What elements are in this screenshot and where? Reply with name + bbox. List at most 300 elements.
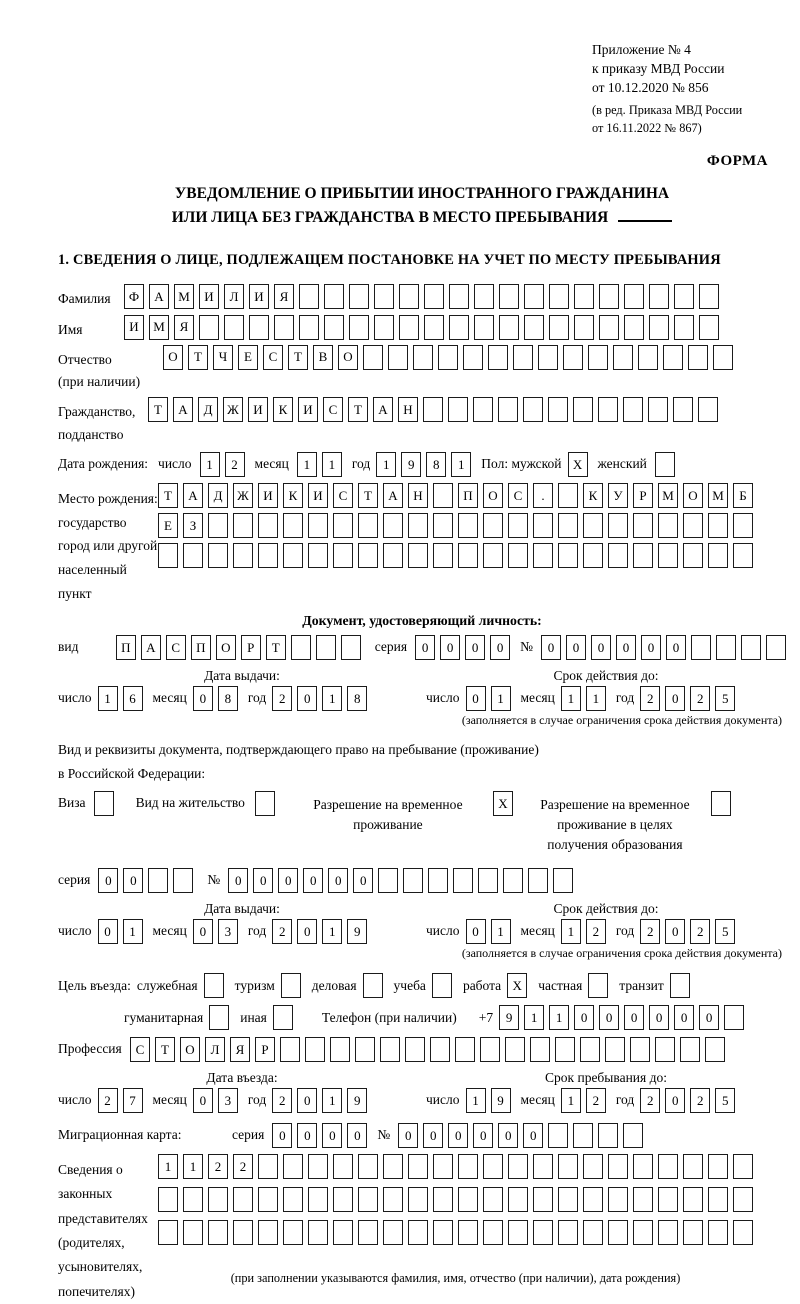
residence-doc-dates bbox=[58, 901, 786, 967]
form-cell: 0 bbox=[591, 635, 611, 660]
form-cell bbox=[358, 1187, 378, 1212]
birth-place-cells-row1 bbox=[158, 483, 753, 508]
form-cell: О bbox=[338, 345, 358, 370]
day-label: число bbox=[58, 1092, 92, 1108]
residence-issue-year-cells bbox=[272, 919, 367, 944]
form-cell: 0 bbox=[465, 635, 485, 660]
form-cell bbox=[574, 315, 594, 340]
year-label: год bbox=[247, 1092, 267, 1108]
form-cell: 0 bbox=[666, 635, 686, 660]
form-cell bbox=[474, 284, 494, 309]
form-cell bbox=[258, 543, 278, 568]
residence-validity-note: (заполняется в случае ограничения срока действия документа) bbox=[461, 946, 782, 961]
form-cell: 0 bbox=[699, 1005, 719, 1030]
form-cell bbox=[583, 513, 603, 538]
form-cell bbox=[458, 1154, 478, 1179]
form-cell: Т bbox=[155, 1037, 175, 1062]
form-cell bbox=[305, 1037, 325, 1062]
doc-validity-year-cells bbox=[640, 686, 735, 711]
form-cell bbox=[658, 513, 678, 538]
form-cell bbox=[624, 315, 644, 340]
form-cell bbox=[530, 1037, 550, 1062]
form-cell bbox=[383, 1154, 403, 1179]
purpose-other-label: иная bbox=[240, 1009, 267, 1025]
form-cell bbox=[549, 315, 569, 340]
form-cell: 0 bbox=[498, 1123, 518, 1148]
form-cell bbox=[533, 1187, 553, 1212]
form-cell bbox=[158, 543, 178, 568]
form-cell bbox=[716, 635, 736, 660]
form-cell: 0 bbox=[665, 686, 685, 711]
migration-number-cells bbox=[398, 1123, 643, 1148]
form-cell: Л bbox=[224, 284, 244, 309]
day-label: число bbox=[426, 923, 460, 939]
form-cell bbox=[258, 1220, 278, 1245]
form-cell: И bbox=[298, 397, 318, 422]
form-cell: 9 bbox=[499, 1005, 519, 1030]
form-cell bbox=[208, 513, 228, 538]
form-cell bbox=[399, 284, 419, 309]
form-cell bbox=[224, 315, 244, 340]
purpose-humanitarian-checkbox bbox=[209, 1005, 229, 1030]
form-cell bbox=[324, 284, 344, 309]
birth-year-cells bbox=[376, 452, 471, 477]
birth-date-row bbox=[58, 452, 786, 477]
form-cell bbox=[358, 1220, 378, 1245]
form-cell: Ч bbox=[213, 345, 233, 370]
form-cell: 1 bbox=[98, 686, 118, 711]
option-temp-residence bbox=[293, 791, 513, 834]
form-cell bbox=[283, 1154, 303, 1179]
form-cell bbox=[573, 397, 593, 422]
form-cell bbox=[483, 513, 503, 538]
month-label: месяц bbox=[520, 1092, 555, 1108]
purpose-private-label: частная bbox=[538, 977, 583, 993]
patronymic-cells bbox=[163, 345, 733, 370]
form-cell: П bbox=[116, 635, 136, 660]
annex-header bbox=[592, 40, 784, 137]
form-cell bbox=[299, 284, 319, 309]
temp-residence-edu-label: Разрешение на временное проживание в целях получения образования bbox=[540, 797, 690, 852]
form-cell bbox=[598, 397, 618, 422]
visa-label: Виза bbox=[58, 795, 86, 811]
residence-issue-day-cells bbox=[98, 919, 143, 944]
form-cell: Т bbox=[188, 345, 208, 370]
form-cell bbox=[524, 284, 544, 309]
form-cell: 2 bbox=[233, 1154, 253, 1179]
form-cell bbox=[383, 1187, 403, 1212]
form-cell: Ж bbox=[223, 397, 243, 422]
form-cell bbox=[274, 315, 294, 340]
form-cell bbox=[638, 345, 658, 370]
form-cell: 0 bbox=[193, 1088, 213, 1113]
birth-place-row bbox=[58, 483, 786, 605]
form-cell: 2 bbox=[272, 686, 292, 711]
form-cell bbox=[473, 397, 493, 422]
form-cell: 2 bbox=[640, 686, 660, 711]
form-cell bbox=[633, 1187, 653, 1212]
form-cell bbox=[558, 543, 578, 568]
entry-year-cells bbox=[272, 1088, 367, 1113]
year-label: год bbox=[351, 456, 371, 471]
residence-validity-month-cells bbox=[561, 919, 606, 944]
form-cell bbox=[333, 1154, 353, 1179]
form-cell: 2 bbox=[272, 919, 292, 944]
form-cell bbox=[458, 1220, 478, 1245]
form-cell bbox=[433, 483, 453, 508]
form-cell bbox=[538, 345, 558, 370]
form-cell bbox=[423, 397, 443, 422]
birth-place-cells-row3 bbox=[158, 543, 753, 568]
form-cell bbox=[374, 284, 394, 309]
form-cell bbox=[449, 315, 469, 340]
citizenship-cells bbox=[148, 397, 718, 422]
form-cell bbox=[333, 513, 353, 538]
form-cell: 2 bbox=[690, 1088, 710, 1113]
sex-female-checkbox bbox=[655, 452, 675, 477]
form-cell bbox=[708, 1187, 728, 1212]
form-cell bbox=[563, 345, 583, 370]
form-cell bbox=[573, 1123, 593, 1148]
form-cell bbox=[283, 543, 303, 568]
form-cell bbox=[683, 513, 703, 538]
residence-validity-day-cells bbox=[466, 919, 511, 944]
identity-doc-dates bbox=[58, 668, 786, 734]
form-cell bbox=[548, 1123, 568, 1148]
month-label: месяц bbox=[520, 690, 555, 706]
form-cell: 0 bbox=[297, 919, 317, 944]
form-cell bbox=[558, 483, 578, 508]
form-cell: . bbox=[533, 483, 553, 508]
residence-number-label: № bbox=[207, 872, 221, 888]
form-cell bbox=[608, 543, 628, 568]
purpose-humanitarian-label: гуманитарная bbox=[124, 1009, 204, 1025]
entry-date-heading: Дата въезда: bbox=[206, 1070, 278, 1086]
migration-series-label: серия bbox=[232, 1127, 265, 1143]
purpose-study-label: учеба bbox=[393, 977, 426, 993]
form-cell bbox=[699, 284, 719, 309]
form-cell bbox=[508, 1154, 528, 1179]
section1-heading: 1. СВЕДЕНИЯ О ЛИЦЕ, ПОДЛЕЖАЩЕМ ПОСТАНОВКЕ НА УЧЕТ ПО МЕСТУ ПРЕБЫВАНИЯ bbox=[58, 252, 721, 269]
form-cell bbox=[708, 513, 728, 538]
form-cell bbox=[330, 1037, 350, 1062]
form-cell: А bbox=[373, 397, 393, 422]
form-cell bbox=[249, 315, 269, 340]
form-cell: В bbox=[313, 345, 333, 370]
form-cell: С bbox=[508, 483, 528, 508]
form-cell: Я bbox=[230, 1037, 250, 1062]
form-cell bbox=[623, 397, 643, 422]
day-label: число bbox=[58, 923, 92, 939]
form-cell: 2 bbox=[98, 1088, 118, 1113]
form-cell: 0 bbox=[297, 1123, 317, 1148]
form-cell: Я bbox=[274, 284, 294, 309]
form-cell bbox=[399, 315, 419, 340]
form-cell bbox=[733, 513, 753, 538]
form-cell: И bbox=[308, 483, 328, 508]
form-cell: 0 bbox=[347, 1123, 367, 1148]
form-cell: А bbox=[383, 483, 403, 508]
form-cell: Р bbox=[255, 1037, 275, 1062]
phone-prefix: +7 bbox=[478, 1009, 494, 1025]
purpose-business-label: деловая bbox=[311, 977, 357, 993]
form-cell bbox=[605, 1037, 625, 1062]
form-cell: 2 bbox=[272, 1088, 292, 1113]
residence-validity-heading: Срок действия до: bbox=[553, 901, 659, 917]
month-label: месяц bbox=[152, 690, 187, 706]
form-cell: Б bbox=[733, 483, 753, 508]
form-title-line2: ИЛИ ЛИЦА БЕЗ ГРАЖДАНСТВА В МЕСТО ПРЕБЫВАНИЯ bbox=[58, 206, 786, 230]
migration-series-cells bbox=[272, 1123, 367, 1148]
day-label: число bbox=[58, 690, 92, 706]
representatives-cells-row3 bbox=[158, 1220, 753, 1245]
option-visa bbox=[58, 791, 114, 816]
residence-doc-series-row bbox=[58, 868, 786, 893]
doc-series-label: серия bbox=[374, 639, 408, 655]
surname-label: Фамилия bbox=[58, 291, 111, 307]
form-cell bbox=[424, 284, 444, 309]
form-cell bbox=[433, 513, 453, 538]
form-cell bbox=[708, 1154, 728, 1179]
form-cell: Е bbox=[238, 345, 258, 370]
form-cell bbox=[455, 1037, 475, 1062]
residence-doc-intro-line2: в Российской Федерации: bbox=[58, 765, 206, 781]
form-cell: И bbox=[249, 284, 269, 309]
form-cell: 0 bbox=[574, 1005, 594, 1030]
form-cell: У bbox=[608, 483, 628, 508]
representatives-cells-row1 bbox=[158, 1154, 753, 1179]
form-cell: 7 bbox=[123, 1088, 143, 1113]
form-cell bbox=[533, 1154, 553, 1179]
form-cell bbox=[433, 1187, 453, 1212]
doc-number-cells bbox=[541, 635, 786, 660]
purpose-business-checkbox bbox=[363, 973, 383, 998]
form-cell bbox=[683, 543, 703, 568]
form-cell bbox=[588, 345, 608, 370]
form-cell bbox=[508, 1187, 528, 1212]
form-cell bbox=[355, 1037, 375, 1062]
form-cell: Т bbox=[288, 345, 308, 370]
form-cell bbox=[349, 315, 369, 340]
form-cell bbox=[183, 1220, 203, 1245]
form-cell: 8 bbox=[347, 686, 367, 711]
form-cell bbox=[408, 1220, 428, 1245]
form-cell bbox=[433, 1154, 453, 1179]
form-cell bbox=[623, 1123, 643, 1148]
form-cell bbox=[405, 1037, 425, 1062]
birth-place-cells-row2 bbox=[158, 513, 753, 538]
form-cell bbox=[483, 543, 503, 568]
sex-male-checkbox: X bbox=[568, 452, 588, 477]
form-cell bbox=[233, 513, 253, 538]
form-cell bbox=[523, 397, 543, 422]
form-cell bbox=[333, 1187, 353, 1212]
form-cell: 0 bbox=[466, 686, 486, 711]
form-cell: Д bbox=[198, 397, 218, 422]
entry-month-cells bbox=[193, 1088, 238, 1113]
form-cell bbox=[383, 513, 403, 538]
doc-number-label: № bbox=[520, 639, 533, 655]
form-cell bbox=[183, 543, 203, 568]
form-cell bbox=[308, 1220, 328, 1245]
doc-validity-month-cells bbox=[561, 686, 606, 711]
form-cell: 0 bbox=[322, 1123, 342, 1148]
form-cell: 0 bbox=[328, 868, 348, 893]
form-cell: 1 bbox=[376, 452, 396, 477]
form-cell bbox=[508, 1220, 528, 1245]
entry-day-cells bbox=[98, 1088, 143, 1113]
form-cell bbox=[505, 1037, 525, 1062]
form-cell: 0 bbox=[193, 686, 213, 711]
form-cell: О bbox=[683, 483, 703, 508]
form-cell bbox=[383, 1220, 403, 1245]
residence-doc-options bbox=[58, 791, 786, 854]
phone-cells bbox=[499, 1005, 744, 1030]
form-cell: Т bbox=[358, 483, 378, 508]
form-cell bbox=[383, 543, 403, 568]
form-cell bbox=[408, 513, 428, 538]
form-cell bbox=[583, 1220, 603, 1245]
form-cell: Т bbox=[348, 397, 368, 422]
form-cell bbox=[608, 1187, 628, 1212]
form-cell bbox=[480, 1037, 500, 1062]
form-cell bbox=[574, 284, 594, 309]
form-cell: 0 bbox=[490, 635, 510, 660]
form-cell bbox=[283, 1220, 303, 1245]
form-cell: К bbox=[283, 483, 303, 508]
form-cell: 1 bbox=[451, 452, 471, 477]
form-cell bbox=[474, 315, 494, 340]
residence-series-cells bbox=[98, 868, 193, 893]
birth-date-label: Дата рождения: bbox=[58, 456, 149, 471]
form-cell bbox=[380, 1037, 400, 1062]
form-cell: М bbox=[658, 483, 678, 508]
form-cell: 1 bbox=[158, 1154, 178, 1179]
doc-kind-label: вид bbox=[58, 639, 79, 655]
form-cell: 1 bbox=[524, 1005, 544, 1030]
form-cell: О bbox=[483, 483, 503, 508]
purpose-private-checkbox bbox=[588, 973, 608, 998]
form-cell bbox=[688, 345, 708, 370]
form-cell bbox=[413, 345, 433, 370]
form-cell bbox=[549, 284, 569, 309]
form-cell bbox=[673, 397, 693, 422]
migration-card-row bbox=[58, 1123, 786, 1148]
form-cell bbox=[291, 635, 311, 660]
form-cell bbox=[358, 543, 378, 568]
form-cell bbox=[683, 1154, 703, 1179]
form-cell bbox=[548, 397, 568, 422]
blank-underline bbox=[618, 206, 672, 222]
year-label: год bbox=[247, 923, 267, 939]
representatives-note: (при заполнении указываются фамилия, имя, отчество (при наличии), дата рождения) bbox=[230, 1271, 681, 1286]
form-cell: 2 bbox=[640, 1088, 660, 1113]
form-cell: З bbox=[183, 513, 203, 538]
form-cell: 9 bbox=[401, 452, 421, 477]
patronymic-row bbox=[58, 345, 786, 394]
form-cell bbox=[674, 315, 694, 340]
form-cell bbox=[533, 513, 553, 538]
purpose-tourism-checkbox bbox=[281, 973, 301, 998]
form-cell: 1 bbox=[491, 919, 511, 944]
form-cell: С bbox=[166, 635, 186, 660]
purpose-work-label: работа bbox=[462, 977, 502, 993]
form-cell: 1 bbox=[322, 919, 342, 944]
form-cell: 1 bbox=[561, 1088, 581, 1113]
form-cell bbox=[374, 315, 394, 340]
migration-card-label: Миграционная карта: bbox=[58, 1127, 182, 1143]
representatives-label: Сведения о законных представителях (родителях, усыновителях, попечителях) bbox=[58, 1162, 148, 1299]
form-cell: 2 bbox=[586, 919, 606, 944]
form-cell: Т bbox=[148, 397, 168, 422]
form-cell bbox=[183, 1187, 203, 1212]
form-cell bbox=[478, 868, 498, 893]
representatives-cells-block bbox=[158, 1154, 753, 1286]
form-cell bbox=[148, 868, 168, 893]
form-cell: Н bbox=[408, 483, 428, 508]
form-cell: П bbox=[458, 483, 478, 508]
form-cell: 0 bbox=[541, 635, 561, 660]
patronymic-label: Отчество (при наличии) bbox=[58, 351, 141, 390]
form-cell bbox=[233, 1187, 253, 1212]
doc-issue-day-cells bbox=[98, 686, 143, 711]
form-cell bbox=[388, 345, 408, 370]
form-cell: 0 bbox=[272, 1123, 292, 1148]
form-cell bbox=[508, 513, 528, 538]
forma-label: ФОРМА bbox=[706, 153, 768, 170]
form-cell: 2 bbox=[586, 1088, 606, 1113]
form-cell: С bbox=[263, 345, 283, 370]
form-cell bbox=[299, 315, 319, 340]
form-cell bbox=[633, 543, 653, 568]
doc-issue-heading: Дата выдачи: bbox=[204, 668, 280, 684]
residence-series-label: серия bbox=[58, 872, 91, 888]
form-cell: 0 bbox=[448, 1123, 468, 1148]
form-cell bbox=[333, 543, 353, 568]
form-cell: 1 bbox=[200, 452, 220, 477]
purpose-row2 bbox=[124, 1005, 786, 1030]
form-cell bbox=[433, 543, 453, 568]
form-cell bbox=[613, 345, 633, 370]
citizenship-row bbox=[58, 397, 786, 446]
form-cell bbox=[658, 1187, 678, 1212]
form-cell bbox=[558, 1187, 578, 1212]
purpose-study-checkbox bbox=[432, 973, 452, 998]
form-cell bbox=[674, 284, 694, 309]
temp-residence-checkbox: X bbox=[493, 791, 513, 816]
form-cell: 9 bbox=[491, 1088, 511, 1113]
purpose-label: Цель въезда: bbox=[58, 977, 131, 993]
profession-row bbox=[58, 1037, 786, 1062]
form-cell: 0 bbox=[616, 635, 636, 660]
form-cell bbox=[733, 1154, 753, 1179]
year-label: год bbox=[247, 690, 267, 706]
form-cell bbox=[258, 1154, 278, 1179]
doc-issue-month-cells bbox=[193, 686, 238, 711]
form-cell bbox=[524, 315, 544, 340]
form-cell bbox=[408, 543, 428, 568]
form-cell bbox=[708, 1220, 728, 1245]
form-cell bbox=[655, 1037, 675, 1062]
form-cell bbox=[699, 315, 719, 340]
form-cell: Л bbox=[205, 1037, 225, 1062]
form-cell: А bbox=[141, 635, 161, 660]
form-cell bbox=[630, 1037, 650, 1062]
name-label: Имя bbox=[58, 321, 83, 337]
form-cell: 1 bbox=[561, 686, 581, 711]
form-cell bbox=[733, 1220, 753, 1245]
form-cell bbox=[308, 1154, 328, 1179]
